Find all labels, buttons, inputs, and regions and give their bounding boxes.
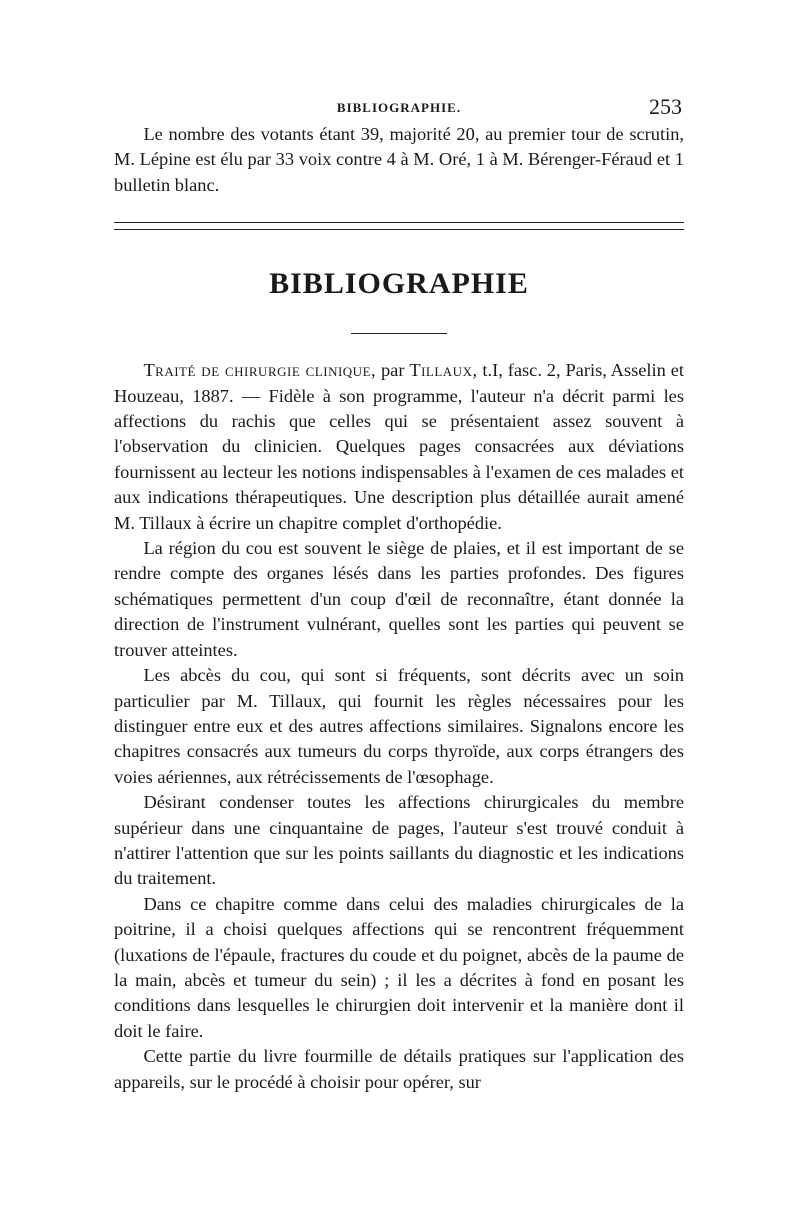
double-rule-divider <box>114 222 684 230</box>
running-header <box>114 92 684 122</box>
author-name: Tillaux, <box>409 360 478 381</box>
short-rule-divider <box>351 333 447 334</box>
intro-paragraph: Le nombre des votants étant 39, majorité 20, au premier tour de scrutin, M. Lépine est élu par 33 voix contre 4 à M. Oré, 1 à M. Bérenger-Féraud et 1 bulletin blanc. <box>114 124 684 195</box>
review-paragraph: Les abcès du cou, qui sont si fréquents, sont décrits avec un soin particulier par M. Tillaux, qui fournit les règles nécessaires pour les distinguer entre eux et des autres affections similaires. Signalons encore les chapitres consacrés aux tumeurs du corps thyroïde, aux corps étrangers des voies aériennes, aux rétrécissements de l'œsophage. <box>114 665 684 787</box>
review-body <box>114 358 684 1095</box>
section-title: BIBLIOGRAPHIE <box>269 267 529 301</box>
running-title: BIBLIOGRAPHIE. <box>336 100 462 115</box>
review-paragraph: Cette partie du livre fourmille de détails pratiques sur l'application des appareils, sur le procédé à choisir pour opérer, sur <box>114 1046 684 1092</box>
review-paragraph: La région du cou est souvent le siège de plaies, et il est important de se rendre compte des organes lésés dans les parties profondes. Des figures schématiques permettent d'un coup d'œil de reconnaître, étant donnée la direction de l'instrument vulnérant, quelles sont les parties qui peuvent se trouver atteintes. <box>114 538 684 660</box>
review-paragraph: Dans ce chapitre comme dans celui des maladies chirurgicales de la poitrine, il a choisi quelques affections qui se rencontrent fréquemment (luxations de l'épaule, fractures du coude et du poignet, abcès de la paume de la main, abcès et tumeur du sein) ; il les a décrites à fond en posant les conditions dans lesquelles le chirurgien doit intervenir et la manière dont il doit le faire. <box>114 893 684 1041</box>
book-page <box>114 92 684 1095</box>
by-word: par <box>376 360 410 381</box>
page-number: 253 <box>649 94 682 119</box>
book-title: Traité de chirurgie clinique, <box>143 360 377 381</box>
review-first-paragraph <box>114 358 684 536</box>
review-paragraph: Désirant condenser toutes les affections chirurgicales du membre supérieur dans une cinquantaine de pages, l'auteur s'est trouvé conduit à n'attirer l'attention que sur les points saillants du diagnostic et les indications du traitement. <box>114 792 684 889</box>
citation-text: t.I, fasc. 2, Paris, Asselin et Houzeau, 1887. — Fidèle à son programme, l'auteur n'a décrit parmi les affections du rachis que celles qui se présentaient assez souvent à l'observation du clinicien. Quelques pages consacrées aux déviations fournissent au lecteur les notions indispensables à l'examen de ces malades et aux indications thérapeutiques. Une description plus détaillée aurait amené M. Tillaux à écrire un chapitre complet d'orthopédie. <box>114 360 684 533</box>
